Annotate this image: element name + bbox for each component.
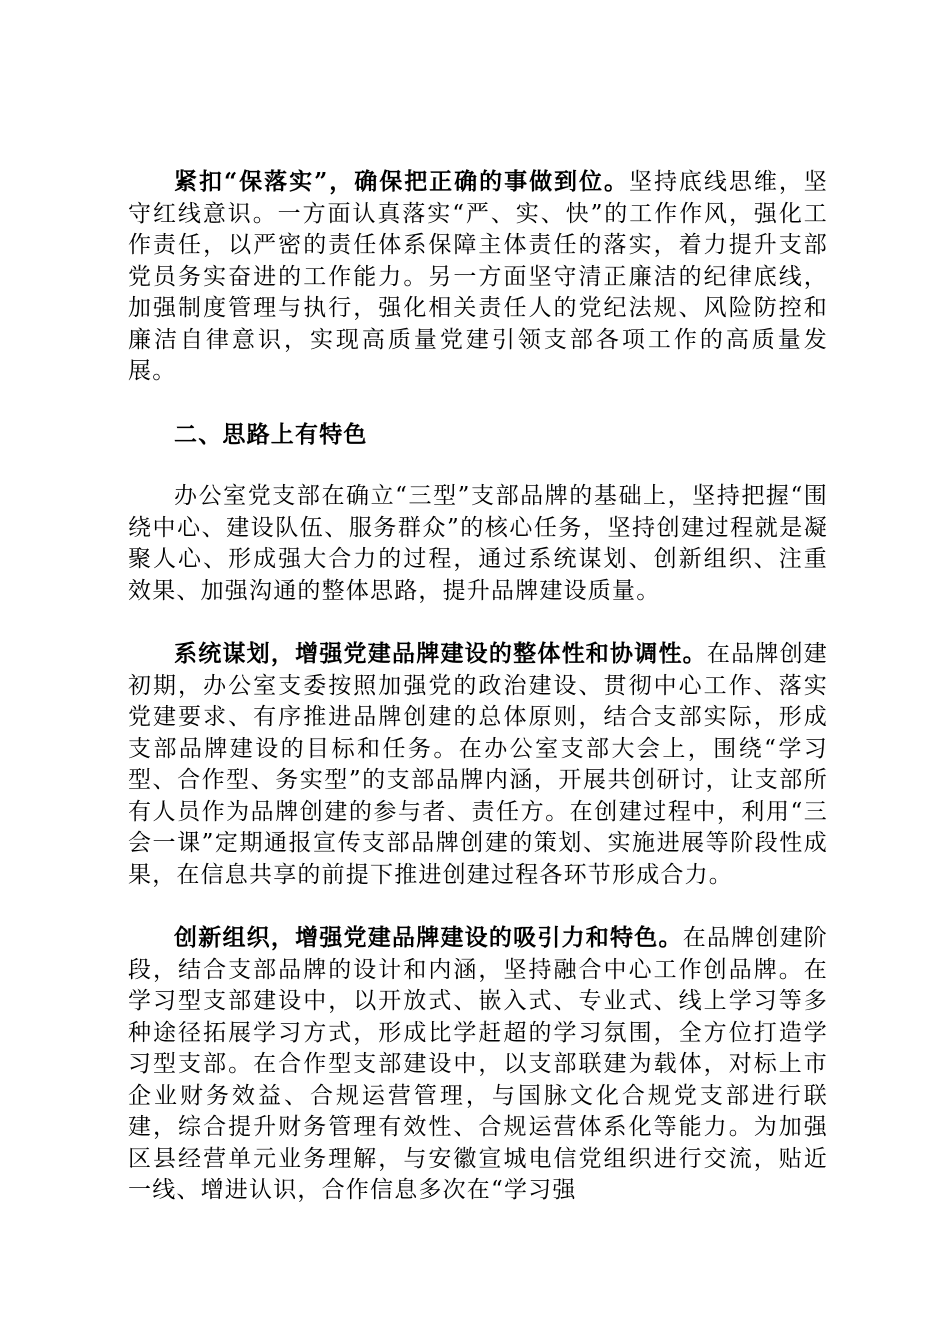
paragraph-spacer <box>128 450 828 481</box>
paragraph-lead: 紧扣“保落实”，确保把正确的事做到位。 <box>174 168 629 195</box>
paragraph-spacer <box>128 607 828 638</box>
paragraph-spacer <box>128 891 828 922</box>
paragraph-text: 在品牌创建初期，办公室支委按照加强党的政治建设、贯彻中心工作、落实党建要求、有序推进品牌创建的总体原则，结合支部实际，形成支部品牌建设的目标和任务。在办公室支部大会上，围绕“学习型、合作型、务实型”的支部品牌内涵，开展共创研讨，让支部所有人员作为品牌创建的参与者、责任方。在创建过程中，利用“三会一课”定期通报宣传支部品牌创建的策划、实施进展等阶段性成果，在信息共享的前提下推进创建过程各环节形成合力。 <box>128 641 828 888</box>
paragraph-systematic-planning <box>128 638 828 891</box>
paragraph-intro <box>128 481 828 607</box>
paragraph-spacer <box>128 388 828 419</box>
paragraph-text: 在品牌创建阶段，结合支部品牌的设计和内涵，坚持融合中心工作创品牌。在学习型支部建设中，以开放式、嵌入式、专业式、线上学习等多种途径拓展学习方式，形成比学赶超的学习氛围，全方位打造学习型支部。在合作型支部建设中，以支部联建为载体，对标上市企业财务效益、合规运营管理，与国脉文化合规党支部进行联建，综合提升财务管理有效性、合规运营体系化等能力。为加强区县经营单元业务理解，与安徽宣城电信党组织进行交流，贴近一线、增进认识，合作信息多次在“学习强 <box>128 925 829 1203</box>
paragraph-lead: 系统谋划，增强党建品牌建设的整体性和协调性。 <box>174 640 707 667</box>
paragraph-implementation <box>128 166 828 388</box>
paragraph-innovative-organization <box>128 922 828 1207</box>
paragraph-text: 办公室党支部在确立“三型”支部品牌的基础上，坚持把握“围绕中心、建设队伍、服务群众”的核心任务，坚持创建过程就是凝聚人心、形成强大合力的过程，通过系统谋划、创新组织、注重效果、加强沟通的整体思路，提升品牌建设质量。 <box>128 483 828 604</box>
document-body <box>128 166 828 1207</box>
section-heading: 二、思路上有特色 <box>174 420 368 448</box>
paragraph-lead: 创新组织，增强党建品牌建设的吸引力和特色。 <box>174 924 683 951</box>
paragraph-text: 坚持底线思维，坚守红线意识。一方面认真落实“严、实、快”的工作作风，强化工作责任，以严密的责任体系保障主体责任的落实，着力提升支部党员务实奋进的工作能力。另一方面坚守清正廉洁的纪律底线，加强制度管理与执行，强化相关责任人的党纪法规、风险防控和廉洁自律意识，实现高质量党建引领支部各项工作的高质量发展。 <box>128 169 828 384</box>
